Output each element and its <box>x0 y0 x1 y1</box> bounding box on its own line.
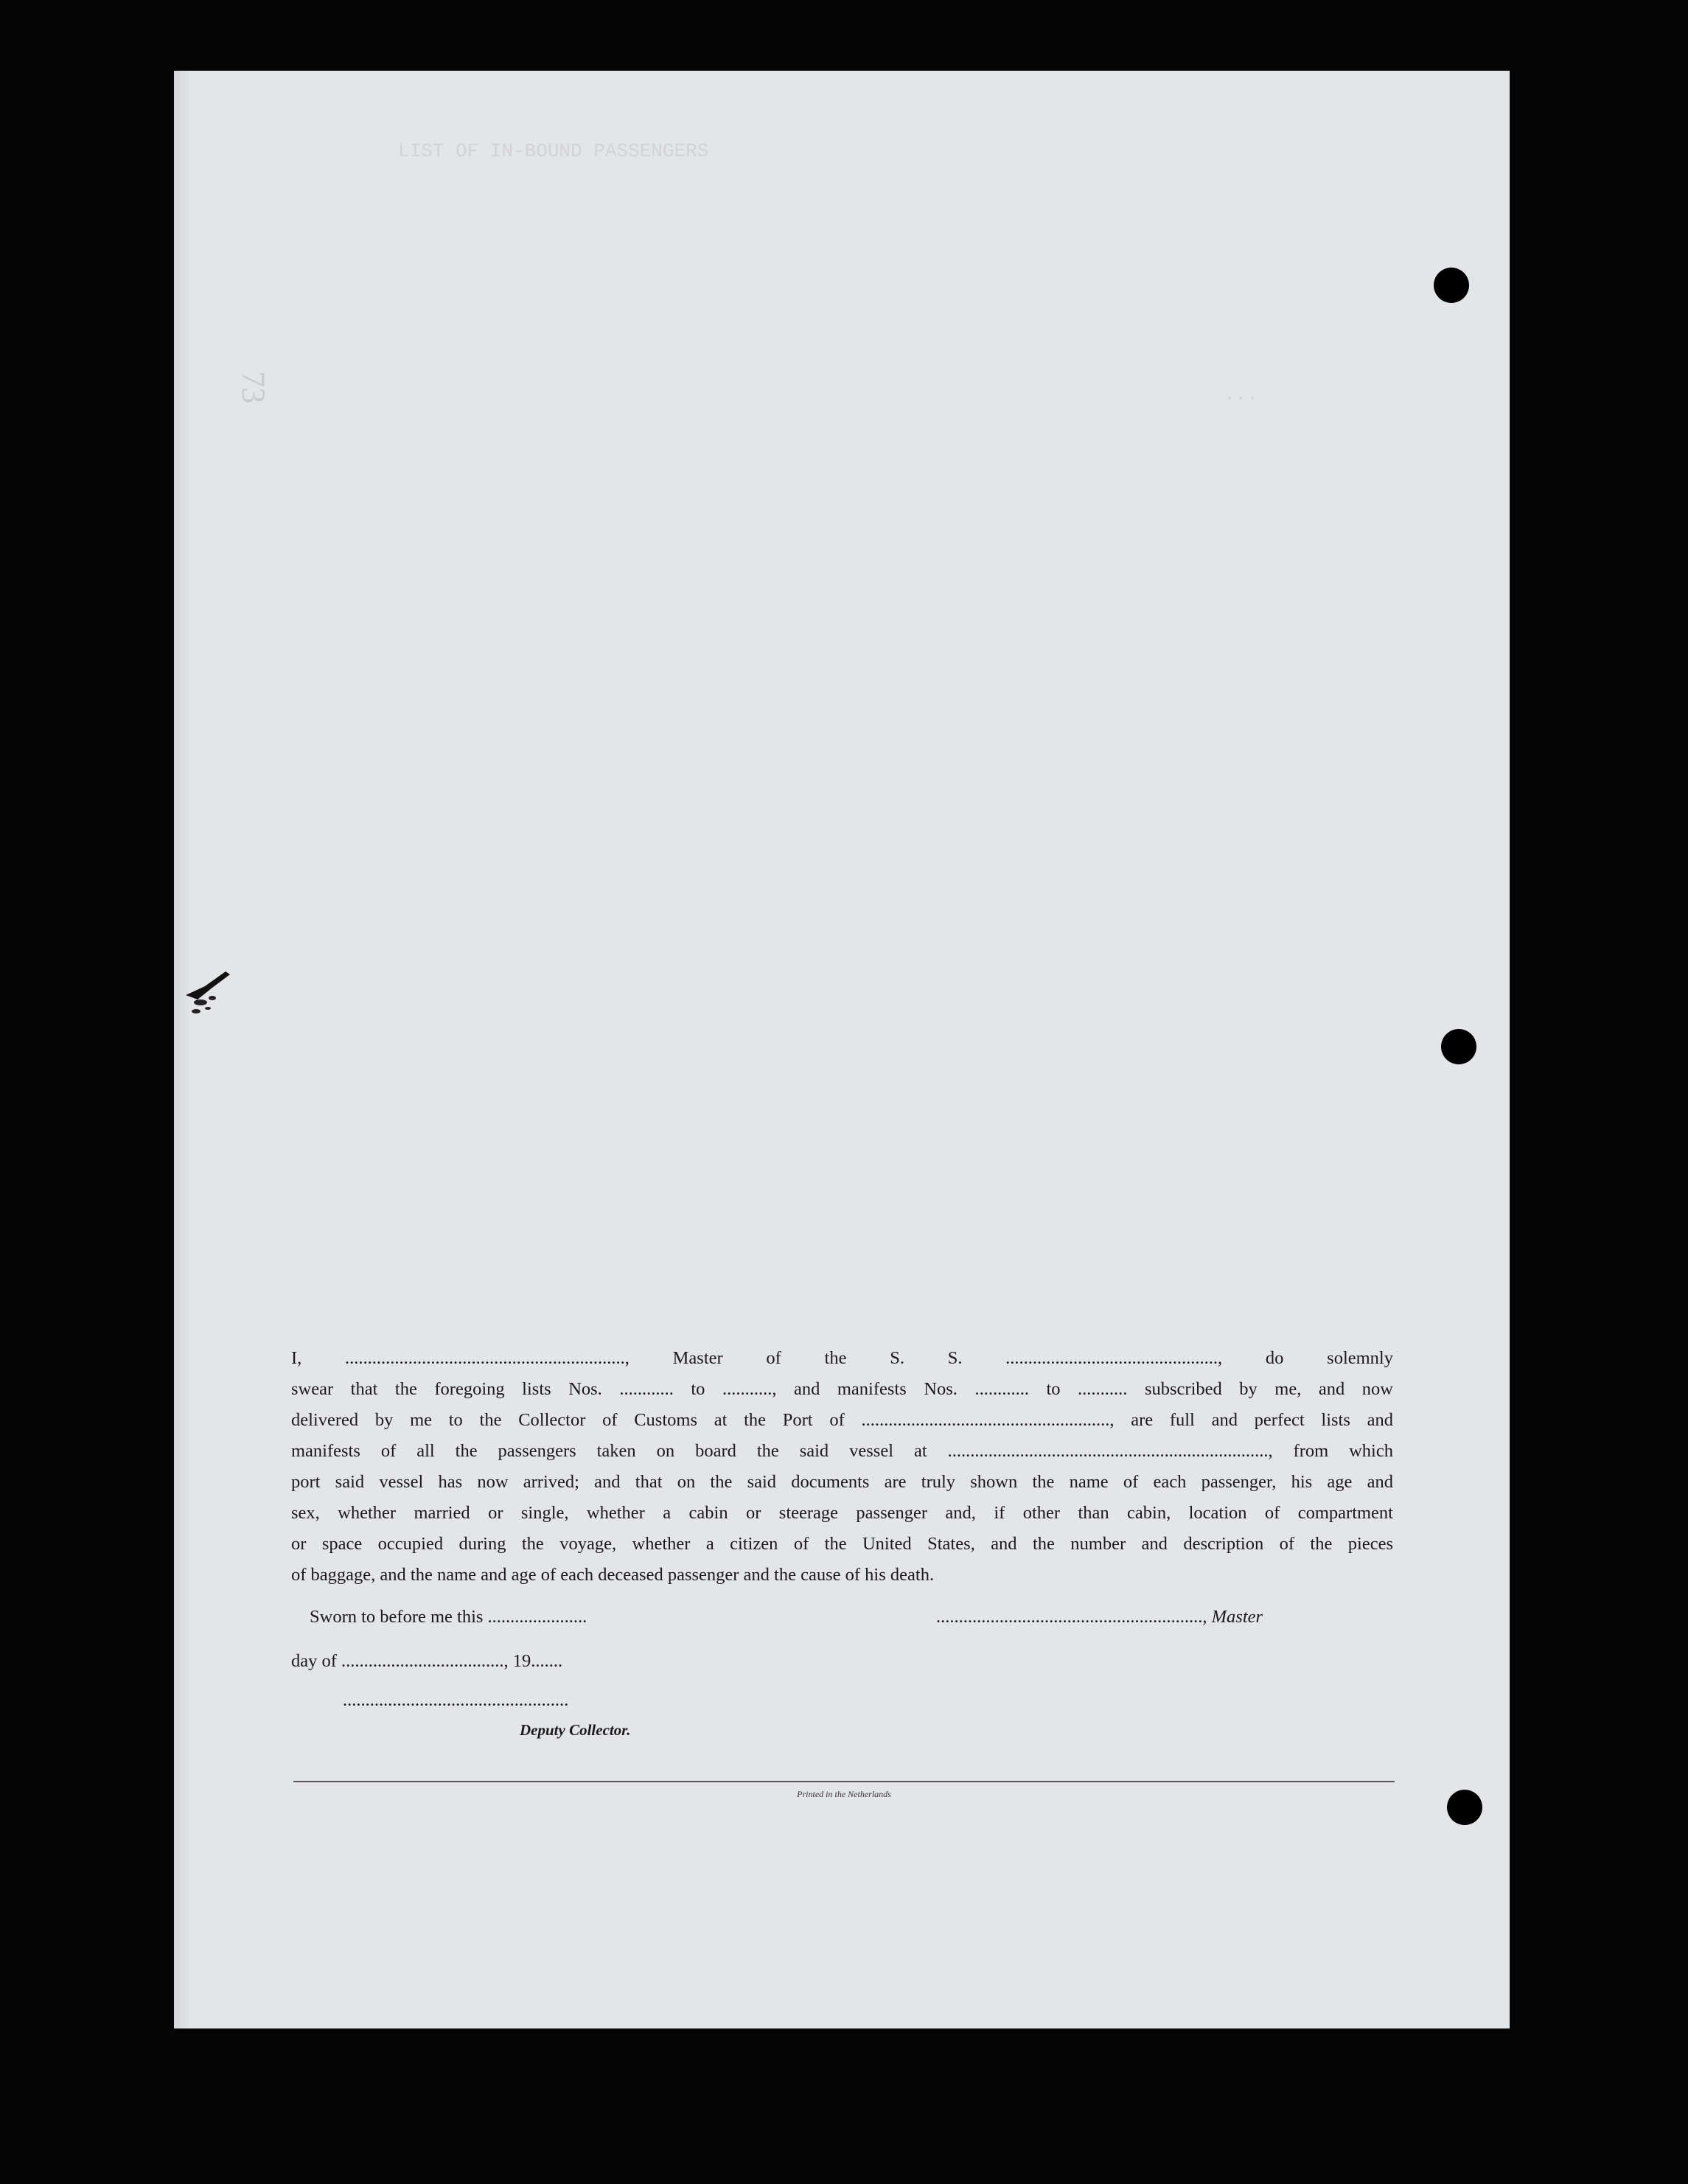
footer-divider <box>293 1781 1395 1782</box>
punch-hole-middle <box>1441 1029 1476 1064</box>
sworn-statement: Sworn to before me this ...................... <box>310 1607 587 1627</box>
master-signature-line <box>936 1607 1263 1627</box>
oath-line: port said vessel has now arrived; and that on the said documents are truly shown the name of each passenger, his age and <box>291 1472 1393 1492</box>
printer-imprint: Printed in the Netherlands <box>797 1789 891 1799</box>
ink-smudge-mark <box>183 966 242 1017</box>
oath-paragraph <box>291 1343 1393 1591</box>
margin-page-number: 73 <box>235 371 272 404</box>
sheet-edge-shading <box>174 71 190 2028</box>
master-signature-dots: ..........................................................., <box>936 1607 1212 1627</box>
date-line: day of ...................................., 19....... <box>291 1651 563 1671</box>
bleed-through-text: ... <box>1224 383 1258 405</box>
oath-line: swear that the foregoing lists Nos. ............ to ..........., and manifests Nos. ............ to ........... subscribed by me, and now <box>291 1379 1393 1399</box>
oath-line: sex, whether married or single, whether a cabin or steerage passenger and, if other than cabin, location of compartment <box>291 1503 1393 1523</box>
oath-line: or space occupied during the voyage, whether a citizen of the United States, and the number and description of the pieces <box>291 1534 1393 1554</box>
document-sheet <box>175 71 1510 2028</box>
collector-signature-dots: .................................................. <box>343 1690 569 1710</box>
oath-line: of baggage, and the name and age of each deceased passenger and the cause of his death. <box>291 1565 935 1585</box>
master-label: Master <box>1211 1607 1263 1627</box>
deputy-collector-label: Deputy Collector. <box>520 1721 631 1739</box>
oath-line: delivered by me to the Collector of Customs at the Port of ......................................................., are full and perfect lists and <box>291 1410 1393 1430</box>
oath-line: I, .............................................................., Master of the S. S. ..............................................., do solemnly <box>291 1348 1393 1368</box>
bleed-through-text: LIST OF IN-BOUND PASSENGERS <box>398 140 709 162</box>
oath-line: manifests of all the passengers taken on board the said vessel at ......................................................................., from which <box>291 1441 1393 1461</box>
punch-hole-top <box>1434 268 1469 303</box>
